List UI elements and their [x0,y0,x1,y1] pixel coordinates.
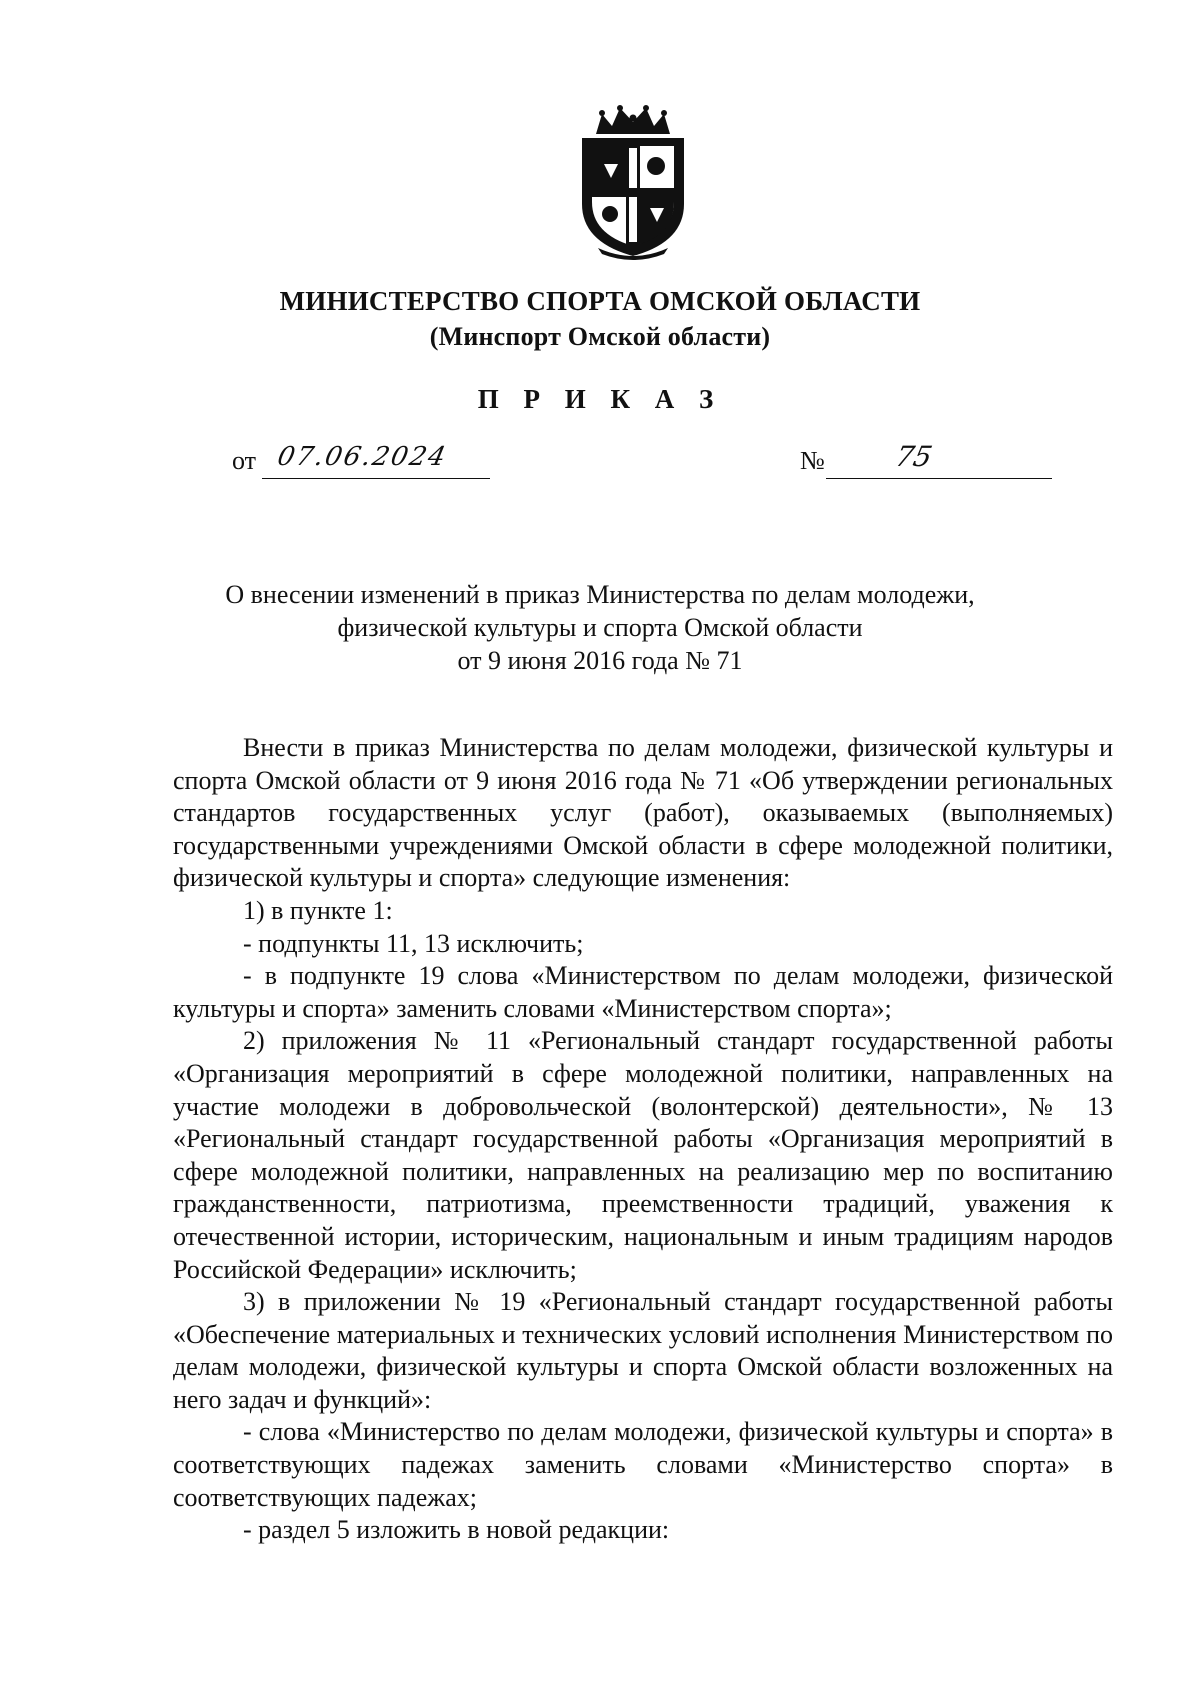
subject-line: от 9 июня 2016 года № 71 [457,646,743,675]
ministry-name: МИНИСТЕРСТВО СПОРТА ОМСКОЙ ОБЛАСТИ [279,286,921,316]
coat-of-arms-icon [568,104,698,260]
subject-line: физической культуры и спорта Омской области [337,613,863,642]
ministry-short-name: (Минспорт Омской области) [429,322,771,351]
date-underline [262,478,490,479]
document-type: П Р И К А З [477,384,723,414]
body-paragraph: 3) в приложении № 19 «Региональный стандарт государственной работы «Обеспечение материальных и технических условий исполнения Министерством по делам молодежи, физической культуры и спорта Омской области возложенных на него задач и функций»: [173,1287,1113,1414]
number-label: № [800,446,825,475]
body-paragraph: Внести в приказ Министерства по делам молодежи, физической культуры и спорта Омской области от 9 июня 2016 года № 71 «Об утверждении региональных стандартов государственных услуг (работ), оказываемых (выполняемых) государственными учреждениями Омской области в сфере молодежной политики, физической культуры и спорта» следующие изменения: [173,733,1113,893]
body-paragraph: - в подпункте 19 слова «Министерством по делам молодежи, физической культуры и спорта» заменить словами «Министерством спорта»; [173,961,1113,1023]
body-paragraph: 2) приложения № 11 «Региональный стандарт государственной работы «Организация мероприятий в сфере молодежной политики, направленных на участие молодежи в добровольческой (волонтерской) деятельности», № 13 «Региональный стандарт государственной работы «Организация мероприятий в сфере молодежной политики, направленных на реализацию мер по воспитанию гражданственности, патриотизма, преемственности традиций, уважения к отечественной истории, историческим, национальным и иным традициям народов Российской Федерации» исключить; [173,1026,1113,1284]
document-body [173,732,1113,1547]
body-paragraph: 1) в пункте 1: [243,895,393,925]
subject-line: О внесении изменений в приказ Министерства по делам молодежи, [225,580,975,609]
body-paragraph: - подпункты 11, 13 исключить; [243,928,584,958]
number-underline [826,478,1052,479]
document-subject [150,578,1050,677]
date-label: от [232,446,257,475]
date-value: 07.06.2024 [274,442,451,472]
number-value: 75 [892,440,936,473]
body-paragraph: - слова «Министерство по делам молодежи, физической культуры и спорта» в соответствующих падежах заменить словами «Министерство спорта» в соответствующих падежах; [173,1417,1113,1512]
body-paragraph: - раздел 5 изложить в новой редакции: [243,1515,670,1545]
